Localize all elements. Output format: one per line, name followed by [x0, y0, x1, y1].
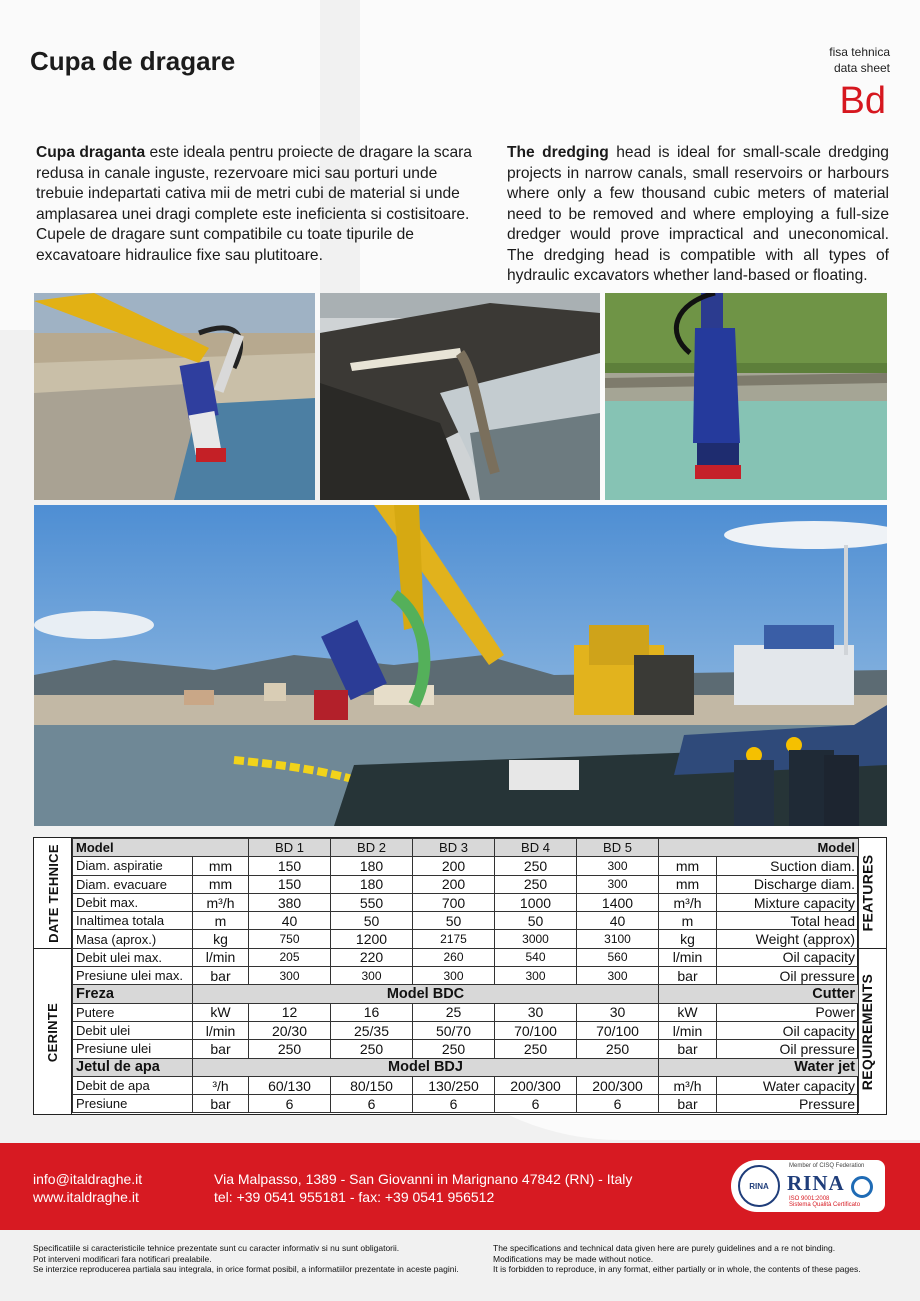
row-label-en: Pressure	[717, 1095, 859, 1113]
row-label-ro: Presiune	[73, 1095, 193, 1113]
row-label-en: Water capacity	[717, 1076, 859, 1094]
row-unit-en: l/min	[659, 1021, 717, 1039]
row-value: 300	[413, 967, 495, 985]
row-value: 180	[331, 857, 413, 875]
header-model-name: BD 3	[413, 839, 495, 857]
row-value: 700	[413, 893, 495, 911]
header-model-name: BD 1	[249, 839, 331, 857]
sheet-label-en: data sheet	[833, 61, 890, 75]
intro-romanian	[36, 143, 476, 266]
section-model: Model BDJ	[193, 1058, 659, 1076]
table-row	[73, 893, 859, 911]
row-value: 300	[495, 967, 577, 985]
row-value: 250	[495, 857, 577, 875]
row-value: 50	[495, 912, 577, 930]
row-unit-en: m	[659, 912, 717, 930]
row-value: 250	[413, 1040, 495, 1058]
row-value: 560	[577, 948, 659, 966]
footer-phone: tel: +39 0541 955181 - fax: +39 0541 956512	[214, 1189, 495, 1205]
row-value: 70/100	[577, 1021, 659, 1039]
section-label-en: Water jet	[659, 1058, 859, 1076]
side-label-requirements: REQUIREMENTS	[859, 973, 876, 1091]
row-value: 300	[577, 857, 659, 875]
row-value: 25/35	[331, 1021, 413, 1039]
row-value: 1400	[577, 893, 659, 911]
row-value: 20/30	[249, 1021, 331, 1039]
rina-seal-icon: RINA	[738, 1165, 780, 1207]
row-value: 6	[413, 1095, 495, 1113]
row-value: 12	[249, 1003, 331, 1021]
row-label-en: Suction diam.	[717, 857, 859, 875]
row-unit-en: bar	[659, 1095, 717, 1113]
table-row	[73, 948, 859, 966]
row-value: 30	[577, 1003, 659, 1021]
row-unit: m³/h	[193, 893, 249, 911]
photo-dredging-head-shore	[34, 293, 315, 500]
row-unit-en: m³/h	[659, 893, 717, 911]
row-value: 200/300	[577, 1076, 659, 1094]
section-label-ro: Jetul de apa	[73, 1058, 193, 1076]
row-value: 6	[495, 1095, 577, 1113]
row-value: 130/250	[413, 1076, 495, 1094]
table-row	[73, 1003, 859, 1021]
section-row-bdj	[73, 1058, 859, 1076]
row-label-ro: Debit ulei	[73, 1021, 193, 1039]
row-unit: bar	[193, 967, 249, 985]
row-value: 300	[577, 875, 659, 893]
row-value: 300	[249, 967, 331, 985]
row-unit-en: l/min	[659, 948, 717, 966]
header-model-left: Model	[73, 839, 249, 857]
table-row	[73, 912, 859, 930]
row-label-en: Mixture capacity	[717, 893, 859, 911]
table-row	[73, 1095, 859, 1113]
row-label-en: Discharge diam.	[717, 875, 859, 893]
header-model-right: Model	[659, 839, 859, 857]
row-value: 260	[413, 948, 495, 966]
row-unit-en: kg	[659, 930, 717, 948]
sheet-label	[829, 44, 890, 76]
sheet-code: Bd	[839, 80, 886, 122]
header-model-name: BD 5	[577, 839, 659, 857]
row-value: 60/130	[249, 1076, 331, 1094]
row-value: 205	[249, 948, 331, 966]
intro-ro-text2: Cupele de dragare sunt compatibile cu toate tipurile de excavatoare hidraulice fixe sau plutitoare.	[36, 226, 414, 264]
row-unit-en: kW	[659, 1003, 717, 1021]
row-value: 16	[331, 1003, 413, 1021]
table-row	[73, 1021, 859, 1039]
row-label-en: Oil capacity	[717, 948, 859, 966]
table-row	[73, 875, 859, 893]
row-value: 3100	[577, 930, 659, 948]
row-value: 6	[577, 1095, 659, 1113]
footer-website[interactable]: www.italdraghe.it	[33, 1189, 139, 1205]
row-value: 300	[331, 967, 413, 985]
row-value: 750	[249, 930, 331, 948]
row-value: 200/300	[495, 1076, 577, 1094]
row-label-ro: Presiune ulei max.	[73, 967, 193, 985]
row-unit-en: bar	[659, 1040, 717, 1058]
row-value: 200	[413, 875, 495, 893]
row-unit: mm	[193, 857, 249, 875]
row-value: 50/70	[413, 1021, 495, 1039]
row-value: 30	[495, 1003, 577, 1021]
row-value: 300	[577, 967, 659, 985]
photo-discharge-pipe	[320, 293, 600, 500]
intro-ro-bold: Cupa draganta	[36, 144, 146, 161]
row-unit: l/min	[193, 1021, 249, 1039]
footer-address-line: Via Malpasso, 1389 - San Giovanni in Marignano 47842 (RN) - Italy	[214, 1171, 633, 1187]
row-value: 1000	[495, 893, 577, 911]
row-value: 80/150	[331, 1076, 413, 1094]
header-model-name: BD 4	[495, 839, 577, 857]
row-label-ro: Diam. aspiratie	[73, 857, 193, 875]
row-label-ro: Masa (aprox.)	[73, 930, 193, 948]
row-value: 40	[249, 912, 331, 930]
row-label-ro: Debit de apa	[73, 1076, 193, 1094]
row-label-ro: Inaltimea totala	[73, 912, 193, 930]
row-value: 250	[249, 1040, 331, 1058]
row-value: 1200	[331, 930, 413, 948]
row-unit-en: mm	[659, 857, 717, 875]
table-row	[73, 967, 859, 985]
row-label-ro: Diam. evacuare	[73, 875, 193, 893]
row-label-ro: Debit max.	[73, 893, 193, 911]
table-row	[73, 930, 859, 948]
row-value: 3000	[495, 930, 577, 948]
sheet-label-ro: fisa tehnica	[829, 45, 890, 59]
footer-address	[214, 1170, 632, 1206]
side-label-features: FEATURES	[848, 838, 886, 949]
section-label-en: Cutter	[659, 985, 859, 1003]
side-label-date-tehnice: DATE TEHNICE	[34, 838, 72, 949]
row-value: 50	[413, 912, 495, 930]
side-label-cerinte: CERINTE	[45, 1002, 61, 1062]
disclaimer-english: The specifications and technical data given here are purely guidelines and a re not binding. Modifications may be made without notice. It is forbidden to reproduce, in any format, either partially or in whole, the contents of these pages.	[493, 1243, 861, 1274]
row-value: 250	[577, 1040, 659, 1058]
footer-contact	[33, 1170, 142, 1206]
intro-en-text: head is ideal for small-scale dredging projects in narrow canals, small reservoirs or harbours where only a few thousand cubic meters of material need to be removed and where employing a full-size dredger would prove impractical and uneconomical. The dredging head is compatible with all types of hydraulic excavators whether land-based or floating.	[507, 144, 889, 284]
row-value: 180	[331, 875, 413, 893]
photo-dredging-head-canal	[605, 293, 887, 500]
disclaimer-romanian: Specificatiile si caracteristicile tehnice prezentate sunt cu caracter informativ si nu sunt obligatorii. Pot interveni modificari fara notificari prealabile. Se interzice reproducerea partiala sau integrala, in orice format posibil, a informatiilor prezentate in aceste pagini.	[33, 1243, 459, 1274]
row-value: 150	[249, 857, 331, 875]
page-title: Cupa de dragare	[30, 46, 236, 76]
section-label-ro: Freza	[73, 985, 193, 1003]
row-label-en: Oil pressure	[717, 1040, 859, 1058]
row-value: 6	[249, 1095, 331, 1113]
footer-email[interactable]: info@italdraghe.it	[33, 1171, 143, 1187]
row-value: 50	[331, 912, 413, 930]
row-label-en: Oil capacity	[717, 1021, 859, 1039]
row-unit-en: bar	[659, 967, 717, 985]
cisq-mark-icon	[851, 1176, 873, 1198]
row-label-en: Total head	[717, 912, 859, 930]
header-model-name: BD 2	[331, 839, 413, 857]
row-unit: m	[193, 912, 249, 930]
row-value: 250	[495, 875, 577, 893]
row-value: 40	[577, 912, 659, 930]
row-value: 2175	[413, 930, 495, 948]
footer	[0, 1143, 920, 1230]
row-value: 6	[331, 1095, 413, 1113]
row-value: 550	[331, 893, 413, 911]
row-value: 250	[495, 1040, 577, 1058]
table-header-row	[73, 839, 859, 857]
row-label-ro: Presiune ulei	[73, 1040, 193, 1058]
photo-excavator-barge	[34, 505, 887, 826]
cert-name: RINA	[787, 1171, 845, 1195]
row-unit: mm	[193, 875, 249, 893]
intro-ro-text: este ideala pentru proiecte de dragare la scara redusa in canale inguste, rezervoare mici sau porturi unde trebuie indepartati cativa mii de metri cubi de material si unde amplasarea unei dragi complete este ineficienta si costisitoare.	[36, 144, 472, 223]
certification-badge	[731, 1160, 885, 1212]
spec-grid	[72, 838, 859, 1113]
intro-english	[507, 143, 889, 287]
row-label-ro: Putere	[73, 1003, 193, 1021]
row-unit-en: mm	[659, 875, 717, 893]
spec-table	[33, 837, 887, 1115]
row-value: 150	[249, 875, 331, 893]
cert-iso: ISO 9001:2008 Sistema Qualità Certificato	[789, 1196, 861, 1208]
row-value: 70/100	[495, 1021, 577, 1039]
row-unit: kW	[193, 1003, 249, 1021]
intro-en-bold: The dredging	[507, 144, 609, 161]
row-label-en: Oil pressure	[717, 967, 859, 985]
row-unit: ³/h	[193, 1076, 249, 1094]
row-value: 250	[331, 1040, 413, 1058]
table-row	[73, 1076, 859, 1094]
row-unit: bar	[193, 1095, 249, 1113]
row-label-en: Weight (approx)	[717, 930, 859, 948]
row-label-ro: Debit ulei max.	[73, 948, 193, 966]
row-value: 220	[331, 948, 413, 966]
row-value: 200	[413, 857, 495, 875]
section-model: Model BDC	[193, 985, 659, 1003]
table-row	[73, 857, 859, 875]
row-unit: l/min	[193, 948, 249, 966]
row-value: 540	[495, 948, 577, 966]
row-label-en: Power	[717, 1003, 859, 1021]
table-row	[73, 1040, 859, 1058]
row-unit: kg	[193, 930, 249, 948]
row-value: 25	[413, 1003, 495, 1021]
cert-member: Member of CISQ Federation	[789, 1163, 865, 1169]
section-row-bdc	[73, 985, 859, 1003]
row-unit-en: m³/h	[659, 1076, 717, 1094]
row-value: 380	[249, 893, 331, 911]
row-unit: bar	[193, 1040, 249, 1058]
